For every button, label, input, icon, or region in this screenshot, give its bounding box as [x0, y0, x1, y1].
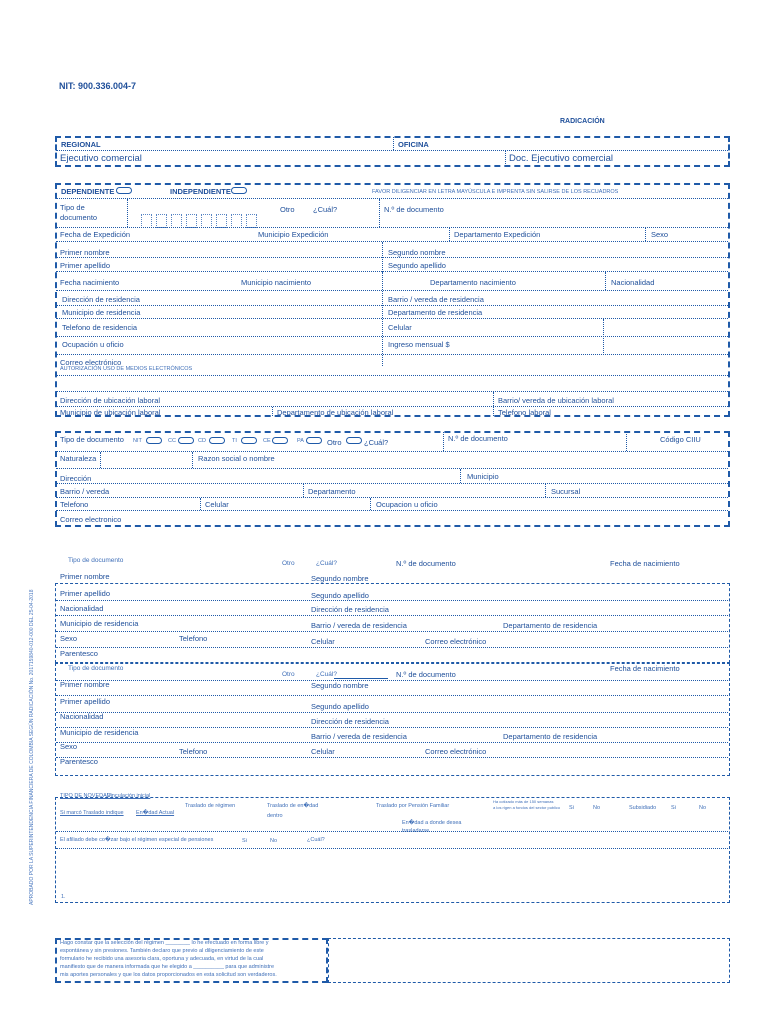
doc-cell[interactable]: [231, 214, 242, 228]
autorizacion-label: AUTORIZACIÓN USO DE MEDIOS ELECTRÓNICOS: [60, 366, 193, 372]
ben1-tipo-doc-label: Tipo de documento: [68, 557, 124, 564]
primer-nombre-label: Primer nombre: [60, 248, 110, 257]
opcion-cd-checkbox[interactable]: [209, 437, 225, 444]
segundo-nombre-label: Segundo nombre: [388, 248, 446, 257]
tipo-novedad-label: TIPO DE NOVEDAD: [60, 793, 111, 799]
entidad-destino-label: En�dad a donde desea: [402, 820, 462, 826]
ben2-correo: Correo electrónico: [425, 747, 487, 756]
telefono-label: Telefono de residencia: [62, 323, 138, 332]
traslado-pension-label: Traslado por Pensión Familiar: [376, 803, 450, 809]
novedad-no-3: No: [270, 838, 278, 844]
ben2-telefono: Telefono: [179, 747, 208, 756]
ingreso-label: Ingreso mensual $: [388, 340, 450, 349]
municipio-res-label: Municipio de residencia: [62, 308, 141, 317]
ben2-num-doc-label: N.º de documento: [396, 670, 456, 679]
novedad-si-2: Si: [671, 805, 676, 811]
declaracion-linea-3: formulario he recibido una asesoria clara, oportuna y adecuada, en virtud de la cual: [60, 956, 264, 962]
depto-exp-label: Departamento Expedición: [454, 230, 541, 239]
ben1-municipio: Municipio de residencia: [60, 619, 139, 628]
ben1-telefono: Telefono: [179, 634, 208, 643]
ocupacion-label: Ocupación u oficio: [62, 340, 124, 349]
municipio-nac-label: Municipio nacimiento: [241, 278, 312, 287]
novedad-si-3: Si: [242, 838, 247, 844]
primer-apellido-label: Primer apellido: [60, 261, 111, 270]
otro-label: Otro: [280, 205, 295, 214]
trasladarse-label: trasladarse: [402, 828, 430, 834]
correo-label: Correo electrónico: [60, 358, 122, 367]
fecha-exp-label: Fecha de Expedición: [60, 230, 131, 239]
depto-laboral-label: Departamento de ubicación laboral: [277, 408, 394, 417]
declaracion-linea-2: espontánea y sin presiones. También declaro que previo al diligenciamiento de este: [60, 948, 264, 954]
ben2-primer-apellido: Primer apellido: [60, 697, 111, 706]
opcion-otro: Otro: [327, 438, 342, 447]
item-uno: 1.: [61, 894, 66, 900]
ben1-barrio: Barrio / vereda de residencia: [311, 621, 407, 630]
ben2-otro-label: Otro: [282, 671, 295, 678]
opcion-ce-checkbox[interactable]: [272, 437, 288, 444]
doc-ejecutivo-label: Doc. Ejecutivo comercial: [509, 153, 614, 164]
opcion-cd: CD: [198, 438, 206, 444]
declaracion-linea-1: Hago constar que la selección del régimen ________ lo he efectuado en forma libre y: [60, 940, 269, 946]
vinculacion-label: Vinculación inicial: [107, 793, 151, 799]
ben2-tipo-doc-label: Tipo de documento: [68, 665, 124, 672]
novedad-no-1: No: [593, 805, 601, 811]
declaracion-linea-4: manifiesto que de manera informada que he elegido a __________ para que administre: [60, 964, 275, 970]
ben1-cual-label: ¿Cuál?: [316, 560, 337, 567]
opcion-cc: CC: [168, 438, 176, 444]
nacionalidad-label: Nacionalidad: [611, 278, 655, 287]
ben2-cual-label: ¿Cuál?: [316, 671, 337, 678]
emp-celular-label: Celular: [205, 500, 229, 509]
dependiente-checkbox[interactable]: [116, 187, 132, 194]
independiente-checkbox[interactable]: [231, 187, 247, 194]
depto-nac-label: Departamento nacimiento: [430, 278, 516, 287]
ben1-otro-label: Otro: [282, 560, 295, 567]
doc-cell[interactable]: [246, 214, 257, 228]
empleador-section: [55, 431, 730, 527]
ben2-primer-nombre: Primer nombre: [60, 680, 110, 689]
opcion-otro-checkbox[interactable]: [346, 437, 362, 444]
declaracion-linea-5: mis aportes personales y que los datos proporcionados en esta solicitud son verdaderos.: [60, 972, 277, 978]
novedad-si-1: Si: [569, 805, 574, 811]
doc-cell[interactable]: [186, 214, 197, 228]
novedad-no-2: No: [699, 805, 707, 811]
fecha-nac-label: Fecha nacimiento: [60, 278, 120, 287]
ben1-nacionalidad: Nacionalidad: [60, 604, 104, 613]
emp-direccion-label: Dirección: [60, 474, 92, 483]
direccion-label: Dirección de residencia: [62, 295, 140, 304]
ejecutivo-label: Ejecutivo comercial: [60, 153, 142, 164]
dependiente-label: DEPENDIENTE: [61, 187, 115, 196]
independiente-label: INDEPENDIENTE: [170, 187, 231, 196]
ben1-parentesco: Parentesco: [60, 649, 98, 658]
ben1-correo: Correo electrónico: [425, 637, 487, 646]
naturaleza-label: Naturaleza: [60, 454, 97, 463]
ben2-sexo: Sexo: [60, 742, 78, 751]
ben1-celular: Celular: [311, 637, 335, 646]
dir-laboral-label: Dirección de ubicación laboral: [60, 396, 161, 405]
tipo-doc-label-2: documento: [60, 213, 98, 222]
ben2-direccion: Dirección de residencia: [311, 717, 389, 726]
ben2-nacionalidad: Nacionalidad: [60, 712, 104, 721]
opcion-ti: TI: [232, 438, 237, 444]
segundo-apellido-label: Segundo apellido: [388, 261, 446, 270]
ben1-direccion: Dirección de residencia: [311, 605, 389, 614]
ben1-departamento: Departamento de residencia: [503, 621, 598, 630]
opcion-ce: CE: [263, 438, 271, 444]
emp-municipio-label: Municipio: [467, 472, 499, 481]
ben1-num-doc-label: N.º de documento: [396, 559, 456, 568]
dentro-label: dentro: [267, 813, 283, 819]
opcion-pa: PA: [297, 438, 304, 444]
traslado-entidad-label: Traslado de en�dad: [267, 803, 319, 809]
municipio-laboral-label: Municipio de ubicación laboral: [60, 408, 161, 417]
opcion-pa-checkbox[interactable]: [306, 437, 322, 444]
ben2-departamento: Departamento de residencia: [503, 732, 598, 741]
barrio-label: Barrio / vereda de residencia: [388, 295, 484, 304]
razon-social-label: Razon social o nombre: [198, 454, 275, 463]
municipio-exp-label: Municipio Expedición: [258, 230, 329, 239]
sexo-label: Sexo: [651, 230, 669, 239]
ha-cotizado-label: Ha cotizado más de 150 semanas: [493, 799, 554, 804]
ben2-parentesco: Parentesco: [60, 757, 98, 766]
opcion-nit: NIT: [133, 438, 142, 444]
opcion-ti-checkbox[interactable]: [241, 437, 257, 444]
regional-label: REGIONAL: [61, 140, 101, 149]
side-approval-text: APROBADO POR LA SUPERINTENDENCIA FINANCIERA DE COLOMBIA SEGÚN RADICACIÓN No. 2017159840-012-000 DEL 25-04-2018: [29, 589, 35, 905]
afiliado-debe-label: El afiliado debe co�zar bajo el régimen especial de pensiones: [60, 837, 214, 843]
ben2-barrio: Barrio / vereda de residencia: [311, 732, 407, 741]
ben2-segundo-nombre: Segundo nombre: [311, 681, 369, 690]
emp-num-doc-label: N.º de documento: [448, 434, 508, 443]
ben1-fecha-nac-label: Fecha de nacimiento: [610, 559, 680, 568]
firma-box: [328, 938, 730, 983]
ben1-sexo: Sexo: [60, 634, 78, 643]
tipo-doc-label-1: Tipo de: [60, 203, 85, 212]
traslado-regimen-label: Traslado de régimen: [185, 803, 236, 809]
entidad-actual-label: En�dad Actual: [136, 810, 175, 816]
novedad-cual-label: ¿Cuál?: [307, 837, 325, 843]
si-marco-label: Si marcó Traslado indique: [60, 810, 124, 816]
fondos-label: a los rigen a fondos del sector publico: [493, 805, 561, 810]
doc-cell[interactable]: [141, 214, 152, 228]
opcion-cc-checkbox[interactable]: [178, 437, 194, 444]
doc-cell[interactable]: [201, 214, 212, 228]
ben1-primer-apellido: Primer apellido: [60, 589, 111, 598]
celular-label: Celular: [388, 323, 412, 332]
emp-ocupacion-label: Ocupacion u oficio: [376, 500, 438, 509]
doc-cell[interactable]: [216, 214, 227, 228]
ben2-celular: Celular: [311, 747, 335, 756]
num-doc-label: N.º de documento: [384, 205, 444, 214]
emp-correo-label: Correo electronico: [60, 515, 122, 524]
subsidiado-label: Subsidiado: [629, 805, 657, 811]
ben2-segundo-apellido: Segundo apellido: [311, 702, 369, 711]
doc-cell[interactable]: [156, 214, 167, 228]
ben2-fecha-nac-label: Fecha de nacimiento: [610, 664, 680, 673]
ben2-municipio: Municipio de residencia: [60, 728, 139, 737]
radicacion-label: RADICACIÓN: [560, 118, 605, 125]
ben1-segundo-nombre: Segundo nombre: [311, 574, 369, 583]
barrio-laboral-label: Barrio/ vereda de ubicación laboral: [498, 396, 614, 405]
doc-cell[interactable]: [171, 214, 182, 228]
ben1-primer-nombre: Primer nombre: [60, 572, 110, 581]
codigo-ciiu-label: Código CIIU: [660, 435, 701, 444]
ben1-segundo-apellido: Segundo apellido: [311, 591, 369, 600]
emp-departamento-label: Departamento: [308, 487, 356, 496]
depto-res-label: Departamento de residencia: [388, 308, 483, 317]
favor-text: FAVOR DILIGENCIAR EN LETRA MAYÚSCULA E IMPRENTA SIN SALIRSE DE LOS RECUADROS: [372, 189, 619, 195]
cual-label: ¿Cuál?: [313, 205, 338, 214]
opcion-cual: ¿Cuál?: [364, 438, 389, 447]
emp-barrio-label: Barrio / vereda: [60, 487, 110, 496]
sucursal-label: Sucursal: [551, 487, 581, 496]
emp-tipo-doc-label: Tipo de documento: [60, 435, 124, 444]
oficina-label: OFICINA: [398, 140, 429, 149]
opcion-nit-checkbox[interactable]: [146, 437, 162, 444]
telefono-laboral-label: Telefono laboral: [498, 408, 551, 417]
emp-telefono-label: Telefono: [60, 500, 89, 509]
nit-label: NIT: 900.336.004-7: [59, 81, 137, 91]
